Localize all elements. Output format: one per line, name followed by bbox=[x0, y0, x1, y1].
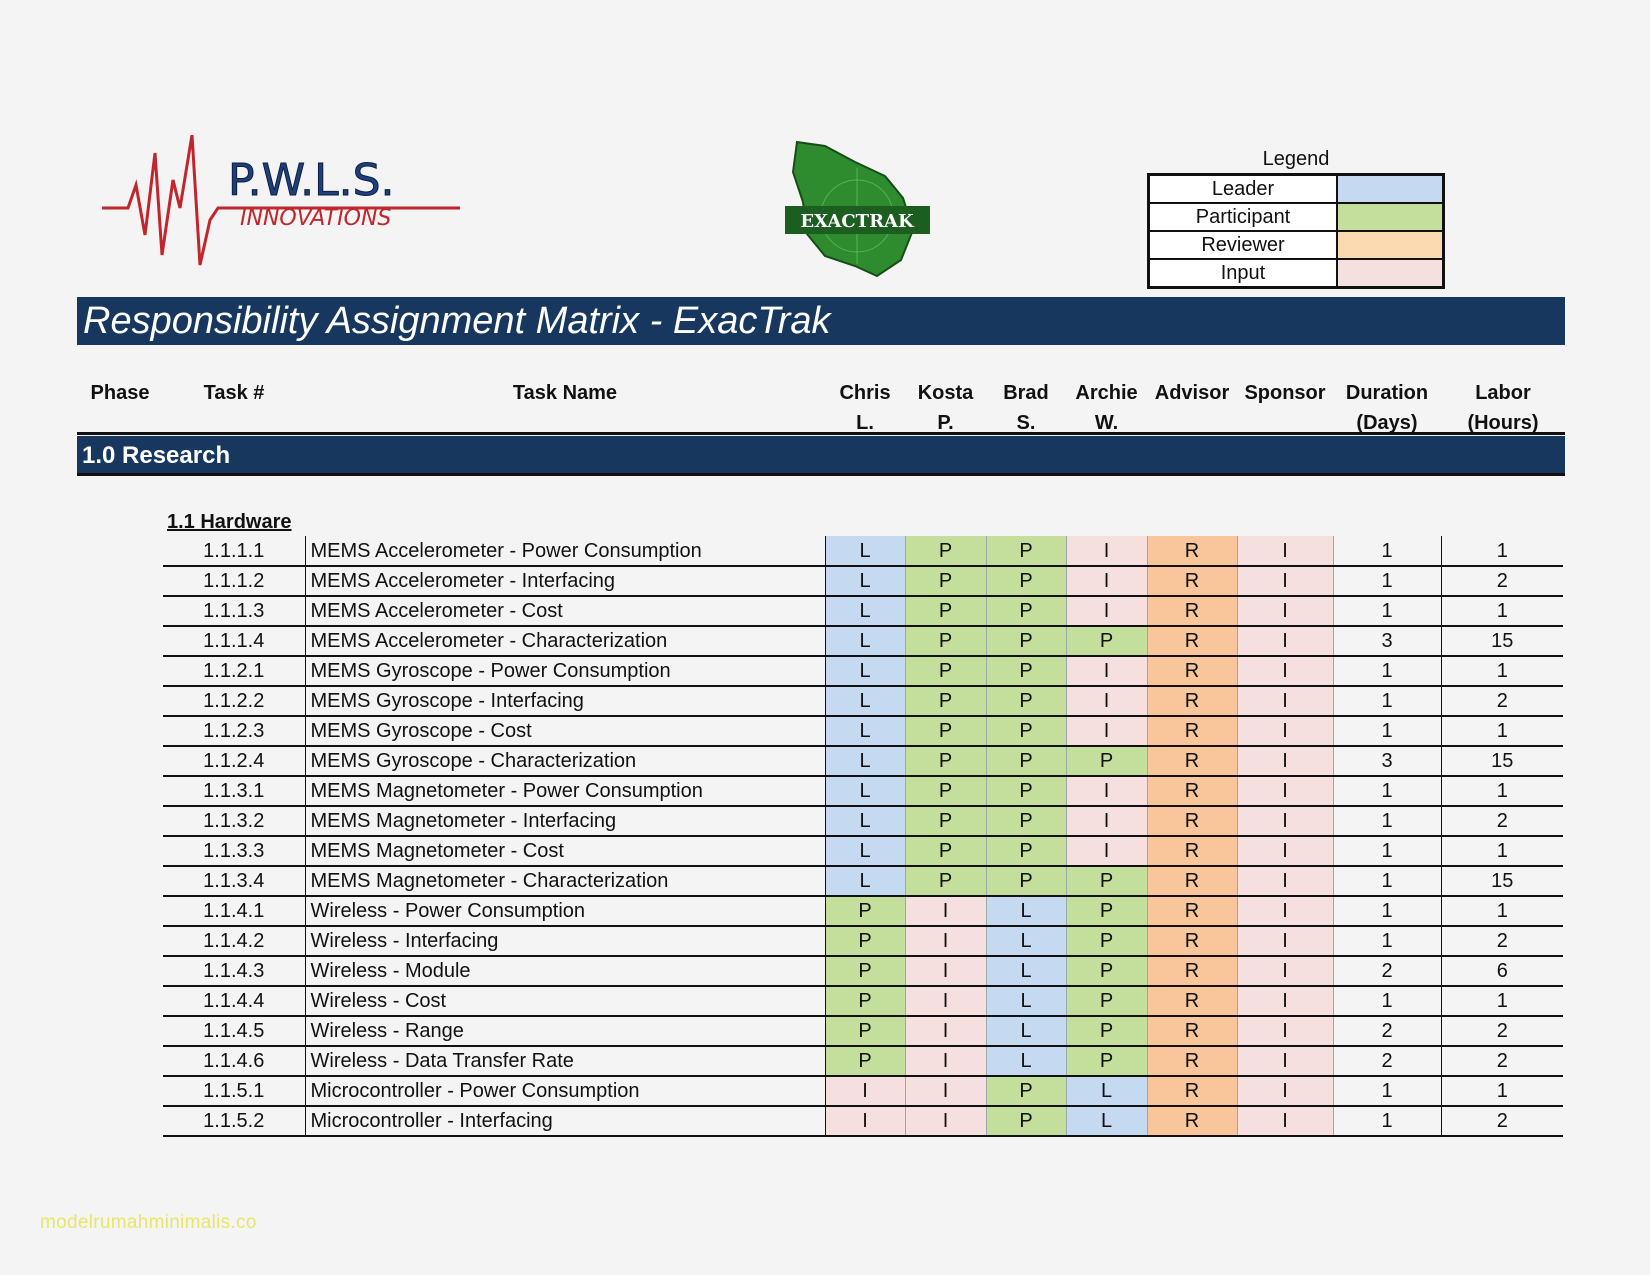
role-cell-advisor: R bbox=[1147, 806, 1237, 836]
role-cell-archie: P bbox=[1066, 1046, 1147, 1076]
legend-label: Input bbox=[1149, 259, 1338, 288]
role-cell-advisor: R bbox=[1147, 566, 1237, 596]
duration-cell: 1 bbox=[1333, 566, 1441, 596]
role-cell-brad: L bbox=[986, 1046, 1066, 1076]
role-cell-chris: L bbox=[825, 656, 905, 686]
role-cell-kosta: I bbox=[905, 986, 986, 1016]
role-cell-advisor: R bbox=[1147, 1076, 1237, 1106]
table-row bbox=[163, 1106, 1563, 1136]
legend-swatch bbox=[1337, 231, 1444, 259]
legend-row bbox=[1149, 175, 1444, 204]
duration-cell: 1 bbox=[1333, 896, 1441, 926]
role-cell-chris: L bbox=[825, 566, 905, 596]
role-cell-kosta: P bbox=[905, 746, 986, 776]
header-archie-line1: Archie bbox=[1075, 382, 1138, 404]
task-number-cell: 1.1.3.2 bbox=[163, 806, 305, 836]
labor-cell: 2 bbox=[1441, 926, 1563, 956]
header-phase: Phase bbox=[90, 382, 150, 404]
role-cell-advisor: R bbox=[1147, 866, 1237, 896]
role-cell-chris: L bbox=[825, 626, 905, 656]
task-name-cell: Wireless - Cost bbox=[305, 986, 825, 1016]
role-cell-chris: P bbox=[825, 986, 905, 1016]
role-cell-archie: P bbox=[1066, 926, 1147, 956]
role-cell-brad: P bbox=[986, 716, 1066, 746]
pwls-logo-subtext: INNOVATIONS bbox=[240, 206, 392, 231]
task-name-cell: MEMS Gyroscope - Power Consumption bbox=[305, 656, 825, 686]
task-name-cell: Wireless - Module bbox=[305, 956, 825, 986]
role-cell-advisor: R bbox=[1147, 656, 1237, 686]
task-number-cell: 1.1.3.1 bbox=[163, 776, 305, 806]
role-cell-archie: P bbox=[1066, 986, 1147, 1016]
watermark: modelrumahminimalis.co bbox=[40, 1212, 257, 1233]
task-number-cell: 1.1.1.4 bbox=[163, 626, 305, 656]
role-cell-brad: L bbox=[986, 956, 1066, 986]
role-cell-chris: I bbox=[825, 1076, 905, 1106]
header-labor-line2: (Hours) bbox=[1467, 412, 1539, 434]
duration-cell: 3 bbox=[1333, 746, 1441, 776]
role-cell-kosta: I bbox=[905, 1046, 986, 1076]
role-cell-brad: P bbox=[986, 836, 1066, 866]
header-task-num: Task # bbox=[203, 382, 265, 404]
role-cell-archie: P bbox=[1066, 866, 1147, 896]
table-row bbox=[163, 746, 1563, 776]
labor-cell: 1 bbox=[1441, 656, 1563, 686]
duration-cell: 2 bbox=[1333, 956, 1441, 986]
role-cell-sponsor: I bbox=[1237, 926, 1333, 956]
role-cell-kosta: I bbox=[905, 926, 986, 956]
role-cell-kosta: I bbox=[905, 1016, 986, 1046]
table-row bbox=[163, 926, 1563, 956]
role-cell-sponsor: I bbox=[1237, 716, 1333, 746]
role-cell-kosta: P bbox=[905, 626, 986, 656]
task-number-cell: 1.1.1.2 bbox=[163, 566, 305, 596]
labor-cell: 2 bbox=[1441, 806, 1563, 836]
role-cell-sponsor: I bbox=[1237, 1046, 1333, 1076]
duration-cell: 2 bbox=[1333, 1016, 1441, 1046]
role-cell-advisor: R bbox=[1147, 1016, 1237, 1046]
table-row bbox=[163, 1076, 1563, 1106]
role-cell-archie: I bbox=[1066, 716, 1147, 746]
role-cell-brad: L bbox=[986, 986, 1066, 1016]
labor-cell: 1 bbox=[1441, 716, 1563, 746]
task-number-cell: 1.1.3.4 bbox=[163, 866, 305, 896]
header-task-name: Task Name bbox=[512, 382, 618, 404]
role-cell-brad: P bbox=[986, 1106, 1066, 1136]
role-cell-advisor: R bbox=[1147, 626, 1237, 656]
header-brad-line2: S. bbox=[1016, 412, 1036, 434]
table-row bbox=[163, 836, 1563, 866]
role-cell-sponsor: I bbox=[1237, 806, 1333, 836]
task-name-cell: Microcontroller - Power Consumption bbox=[305, 1076, 825, 1106]
phase-header: 1.0 Research bbox=[77, 436, 1565, 476]
header-archie bbox=[1066, 378, 1147, 438]
legend-table bbox=[1147, 173, 1445, 289]
page-title: Responsibility Assignment Matrix - ExacTrak bbox=[77, 297, 1565, 345]
subgroup-title: 1.1 Hardware bbox=[167, 511, 292, 533]
legend-row bbox=[1149, 203, 1444, 231]
role-cell-archie: P bbox=[1066, 896, 1147, 926]
labor-cell: 6 bbox=[1441, 956, 1563, 986]
role-cell-sponsor: I bbox=[1237, 776, 1333, 806]
role-cell-brad: L bbox=[986, 896, 1066, 926]
task-name-cell: MEMS Magnetometer - Power Consumption bbox=[305, 776, 825, 806]
role-cell-kosta: I bbox=[905, 896, 986, 926]
role-cell-archie: I bbox=[1066, 836, 1147, 866]
table-row bbox=[163, 986, 1563, 1016]
header-duration-line1: Duration bbox=[1345, 382, 1429, 404]
role-cell-brad: P bbox=[986, 806, 1066, 836]
duration-cell: 1 bbox=[1333, 656, 1441, 686]
duration-cell: 1 bbox=[1333, 866, 1441, 896]
task-table-body bbox=[163, 536, 1563, 1136]
duration-cell: 1 bbox=[1333, 536, 1441, 566]
duration-cell: 1 bbox=[1333, 926, 1441, 956]
role-cell-sponsor: I bbox=[1237, 986, 1333, 1016]
role-cell-chris: I bbox=[825, 1106, 905, 1136]
role-cell-kosta: P bbox=[905, 656, 986, 686]
role-cell-kosta: P bbox=[905, 566, 986, 596]
task-number-cell: 1.1.3.3 bbox=[163, 836, 305, 866]
role-cell-archie: P bbox=[1066, 1016, 1147, 1046]
pwls-logo-text: P.W.L.S. bbox=[228, 155, 395, 206]
role-cell-brad: P bbox=[986, 596, 1066, 626]
role-cell-archie: L bbox=[1066, 1106, 1147, 1136]
role-cell-advisor: R bbox=[1147, 716, 1237, 746]
table-row bbox=[163, 956, 1563, 986]
role-cell-archie: I bbox=[1066, 656, 1147, 686]
table-row bbox=[163, 1046, 1563, 1076]
duration-cell: 2 bbox=[1333, 1046, 1441, 1076]
table-row bbox=[163, 866, 1563, 896]
legend-label: Participant bbox=[1149, 203, 1338, 231]
role-cell-chris: L bbox=[825, 596, 905, 626]
role-cell-kosta: P bbox=[905, 806, 986, 836]
header-advisor: Advisor bbox=[1154, 382, 1230, 404]
labor-cell: 2 bbox=[1441, 1106, 1563, 1136]
role-cell-sponsor: I bbox=[1237, 1106, 1333, 1136]
role-cell-kosta: P bbox=[905, 536, 986, 566]
role-cell-advisor: R bbox=[1147, 1106, 1237, 1136]
duration-cell: 1 bbox=[1333, 686, 1441, 716]
task-name-cell: Wireless - Data Transfer Rate bbox=[305, 1046, 825, 1076]
exactrak-logo-text: EXACTRAK bbox=[800, 211, 914, 232]
table-row bbox=[163, 896, 1563, 926]
legend-swatch bbox=[1337, 203, 1444, 231]
task-name-cell: MEMS Accelerometer - Power Consumption bbox=[305, 536, 825, 566]
role-cell-sponsor: I bbox=[1237, 866, 1333, 896]
role-cell-kosta: I bbox=[905, 1106, 986, 1136]
role-cell-chris: L bbox=[825, 716, 905, 746]
column-headers bbox=[77, 372, 1565, 435]
role-cell-sponsor: I bbox=[1237, 956, 1333, 986]
legend-swatch bbox=[1337, 175, 1444, 204]
header-labor bbox=[1441, 378, 1565, 438]
duration-cell: 1 bbox=[1333, 1076, 1441, 1106]
task-table bbox=[163, 536, 1563, 1137]
header-kosta-line2: P. bbox=[937, 412, 954, 434]
header-chris-line1: Chris bbox=[839, 382, 891, 404]
role-cell-advisor: R bbox=[1147, 986, 1237, 1016]
task-number-cell: 1.1.4.4 bbox=[163, 986, 305, 1016]
header-duration-line2: (Days) bbox=[1356, 412, 1418, 434]
labor-cell: 15 bbox=[1441, 626, 1563, 656]
role-cell-advisor: R bbox=[1147, 686, 1237, 716]
labor-cell: 1 bbox=[1441, 986, 1563, 1016]
table-row bbox=[163, 776, 1563, 806]
role-cell-advisor: R bbox=[1147, 956, 1237, 986]
role-cell-archie: I bbox=[1066, 776, 1147, 806]
role-cell-brad: L bbox=[986, 1016, 1066, 1046]
role-cell-chris: P bbox=[825, 956, 905, 986]
role-cell-kosta: I bbox=[905, 956, 986, 986]
role-cell-advisor: R bbox=[1147, 896, 1237, 926]
labor-cell: 2 bbox=[1441, 1046, 1563, 1076]
duration-cell: 1 bbox=[1333, 716, 1441, 746]
labor-cell: 1 bbox=[1441, 836, 1563, 866]
task-name-cell: Wireless - Range bbox=[305, 1016, 825, 1046]
header-chris bbox=[825, 378, 905, 438]
role-cell-kosta: P bbox=[905, 686, 986, 716]
task-number-cell: 1.1.5.2 bbox=[163, 1106, 305, 1136]
task-name-cell: MEMS Accelerometer - Characterization bbox=[305, 626, 825, 656]
header-brad-line1: Brad bbox=[1003, 382, 1049, 404]
role-cell-sponsor: I bbox=[1237, 686, 1333, 716]
role-cell-kosta: P bbox=[905, 716, 986, 746]
task-number-cell: 1.1.5.1 bbox=[163, 1076, 305, 1106]
task-number-cell: 1.1.2.1 bbox=[163, 656, 305, 686]
header-labor-line1: Labor bbox=[1475, 382, 1531, 404]
role-cell-advisor: R bbox=[1147, 536, 1237, 566]
task-name-cell: MEMS Magnetometer - Characterization bbox=[305, 866, 825, 896]
role-cell-sponsor: I bbox=[1237, 1076, 1333, 1106]
header-archie-line2: W. bbox=[1094, 412, 1119, 434]
task-number-cell: 1.1.4.1 bbox=[163, 896, 305, 926]
task-name-cell: MEMS Accelerometer - Interfacing bbox=[305, 566, 825, 596]
duration-cell: 1 bbox=[1333, 986, 1441, 1016]
legend bbox=[1147, 145, 1445, 289]
role-cell-archie: I bbox=[1066, 596, 1147, 626]
role-cell-kosta: P bbox=[905, 776, 986, 806]
task-name-cell: MEMS Gyroscope - Characterization bbox=[305, 746, 825, 776]
role-cell-brad: P bbox=[986, 686, 1066, 716]
legend-label: Reviewer bbox=[1149, 231, 1338, 259]
table-row bbox=[163, 1016, 1563, 1046]
labor-cell: 15 bbox=[1441, 866, 1563, 896]
role-cell-sponsor: I bbox=[1237, 836, 1333, 866]
table-row bbox=[163, 626, 1563, 656]
table-row bbox=[163, 686, 1563, 716]
legend-title: Legend bbox=[1262, 148, 1330, 170]
role-cell-sponsor: I bbox=[1237, 746, 1333, 776]
task-number-cell: 1.1.2.4 bbox=[163, 746, 305, 776]
labor-cell: 2 bbox=[1441, 686, 1563, 716]
task-name-cell: MEMS Accelerometer - Cost bbox=[305, 596, 825, 626]
table-row bbox=[163, 716, 1563, 746]
role-cell-advisor: R bbox=[1147, 776, 1237, 806]
task-name-cell: MEMS Magnetometer - Interfacing bbox=[305, 806, 825, 836]
header-brad bbox=[986, 378, 1066, 438]
role-cell-sponsor: I bbox=[1237, 566, 1333, 596]
labor-cell: 15 bbox=[1441, 746, 1563, 776]
role-cell-archie: L bbox=[1066, 1076, 1147, 1106]
duration-cell: 1 bbox=[1333, 596, 1441, 626]
task-number-cell: 1.1.1.3 bbox=[163, 596, 305, 626]
duration-cell: 1 bbox=[1333, 836, 1441, 866]
role-cell-chris: P bbox=[825, 926, 905, 956]
task-number-cell: 1.1.4.5 bbox=[163, 1016, 305, 1046]
table-row bbox=[163, 536, 1563, 566]
task-number-cell: 1.1.2.3 bbox=[163, 716, 305, 746]
table-row bbox=[163, 596, 1563, 626]
role-cell-chris: P bbox=[825, 1046, 905, 1076]
duration-cell: 1 bbox=[1333, 1106, 1441, 1136]
role-cell-brad: P bbox=[986, 776, 1066, 806]
role-cell-chris: L bbox=[825, 686, 905, 716]
role-cell-chris: L bbox=[825, 746, 905, 776]
role-cell-chris: P bbox=[825, 1016, 905, 1046]
labor-cell: 2 bbox=[1441, 566, 1563, 596]
role-cell-sponsor: I bbox=[1237, 896, 1333, 926]
role-cell-chris: L bbox=[825, 806, 905, 836]
role-cell-advisor: R bbox=[1147, 1046, 1237, 1076]
role-cell-archie: P bbox=[1066, 956, 1147, 986]
task-number-cell: 1.1.4.6 bbox=[163, 1046, 305, 1076]
header-sponsor: Sponsor bbox=[1244, 382, 1326, 404]
role-cell-brad: L bbox=[986, 926, 1066, 956]
task-name-cell: Wireless - Power Consumption bbox=[305, 896, 825, 926]
task-name-cell: MEMS Gyroscope - Interfacing bbox=[305, 686, 825, 716]
pwls-logo bbox=[100, 135, 480, 275]
task-name-cell: MEMS Magnetometer - Cost bbox=[305, 836, 825, 866]
role-cell-archie: I bbox=[1066, 566, 1147, 596]
header-duration bbox=[1333, 378, 1441, 438]
task-name-cell: Wireless - Interfacing bbox=[305, 926, 825, 956]
role-cell-sponsor: I bbox=[1237, 656, 1333, 686]
role-cell-advisor: R bbox=[1147, 596, 1237, 626]
task-number-cell: 1.1.2.2 bbox=[163, 686, 305, 716]
table-row bbox=[163, 566, 1563, 596]
task-number-cell: 1.1.4.2 bbox=[163, 926, 305, 956]
role-cell-advisor: R bbox=[1147, 836, 1237, 866]
table-row bbox=[163, 656, 1563, 686]
role-cell-brad: P bbox=[986, 1076, 1066, 1106]
role-cell-chris: L bbox=[825, 776, 905, 806]
role-cell-archie: I bbox=[1066, 806, 1147, 836]
role-cell-brad: P bbox=[986, 536, 1066, 566]
duration-cell: 1 bbox=[1333, 776, 1441, 806]
exactrak-logo bbox=[785, 138, 930, 280]
role-cell-sponsor: I bbox=[1237, 536, 1333, 566]
role-cell-chris: L bbox=[825, 866, 905, 896]
task-name-cell: Microcontroller - Interfacing bbox=[305, 1106, 825, 1136]
role-cell-sponsor: I bbox=[1237, 596, 1333, 626]
labor-cell: 1 bbox=[1441, 1076, 1563, 1106]
legend-label: Leader bbox=[1149, 175, 1338, 204]
role-cell-chris: L bbox=[825, 836, 905, 866]
task-name-cell: MEMS Gyroscope - Cost bbox=[305, 716, 825, 746]
role-cell-archie: P bbox=[1066, 626, 1147, 656]
labor-cell: 1 bbox=[1441, 536, 1563, 566]
role-cell-brad: P bbox=[986, 866, 1066, 896]
role-cell-brad: P bbox=[986, 746, 1066, 776]
task-number-cell: 1.1.4.3 bbox=[163, 956, 305, 986]
role-cell-sponsor: I bbox=[1237, 1016, 1333, 1046]
role-cell-sponsor: I bbox=[1237, 626, 1333, 656]
role-cell-kosta: P bbox=[905, 596, 986, 626]
legend-row bbox=[1149, 259, 1444, 288]
table-row bbox=[163, 806, 1563, 836]
role-cell-chris: L bbox=[825, 536, 905, 566]
role-cell-archie: P bbox=[1066, 746, 1147, 776]
legend-swatch bbox=[1337, 259, 1444, 288]
role-cell-kosta: P bbox=[905, 836, 986, 866]
labor-cell: 2 bbox=[1441, 1016, 1563, 1046]
role-cell-archie: I bbox=[1066, 686, 1147, 716]
role-cell-archie: I bbox=[1066, 536, 1147, 566]
task-number-cell: 1.1.1.1 bbox=[163, 536, 305, 566]
labor-cell: 1 bbox=[1441, 776, 1563, 806]
role-cell-advisor: R bbox=[1147, 746, 1237, 776]
header-kosta bbox=[905, 378, 986, 438]
legend-row bbox=[1149, 231, 1444, 259]
role-cell-chris: P bbox=[825, 896, 905, 926]
role-cell-brad: P bbox=[986, 656, 1066, 686]
header-kosta-line1: Kosta bbox=[917, 382, 974, 404]
role-cell-kosta: I bbox=[905, 1076, 986, 1106]
labor-cell: 1 bbox=[1441, 896, 1563, 926]
labor-cell: 1 bbox=[1441, 596, 1563, 626]
header-chris-line2: L. bbox=[856, 412, 874, 434]
role-cell-brad: P bbox=[986, 626, 1066, 656]
duration-cell: 3 bbox=[1333, 626, 1441, 656]
duration-cell: 1 bbox=[1333, 806, 1441, 836]
role-cell-brad: P bbox=[986, 566, 1066, 596]
role-cell-kosta: P bbox=[905, 866, 986, 896]
role-cell-advisor: R bbox=[1147, 926, 1237, 956]
